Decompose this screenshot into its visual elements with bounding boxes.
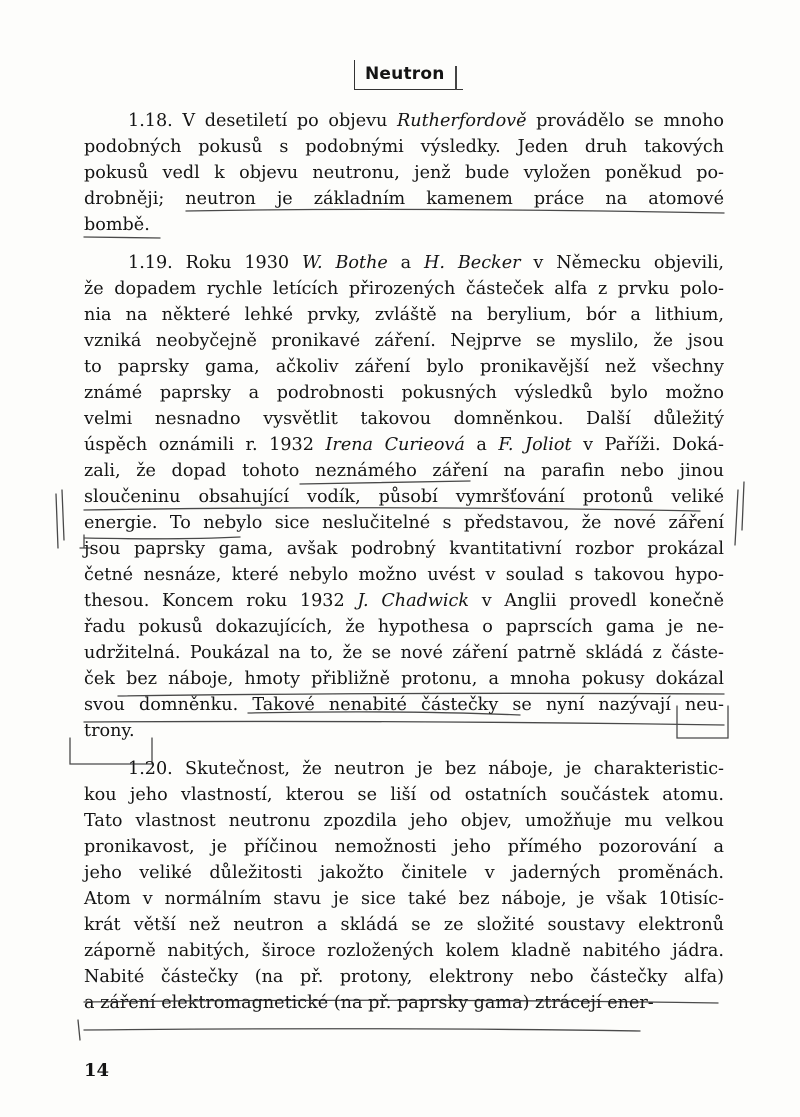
text-segment: úspěch oznámili r. 1932: [84, 435, 326, 455]
text-segment: svou domněnku. Takové nenabité částečky se nyní nazývají neu-: [84, 695, 724, 715]
text-segment: v Anglii provedl konečně: [469, 591, 724, 611]
text-segment: řadu pokusů dokazujících, že hypothesa o paprscích gama je ne-: [84, 617, 724, 637]
text-segment: nia na některé lehké prvky, zvláště na berylium, bór a lithium,: [84, 305, 724, 325]
text-line: [84, 886, 724, 912]
text-segment: známé paprsky a podrobnosti pokusných výsledků bylo možno: [84, 383, 724, 403]
text-segment: pokusů vedl k objevu neutronu, jenž bude vyložen poněkud po-: [84, 163, 724, 183]
italic-name: J. Chadwick: [357, 591, 470, 611]
text-line: [84, 756, 724, 782]
text-segment: vzniká neobyčejně pronikavé záření. Nejprve se myslilo, že jsou: [84, 331, 724, 351]
text-segment: provádělo se mnoho: [526, 111, 724, 131]
text-segment: drobněji; neutron je základním kamenem práce na atomové: [84, 189, 724, 209]
text-segment: a záření elektromagnetické (na př. paprsky gama) ztrácejí ener-: [84, 993, 654, 1013]
underline-mark: [84, 1029, 640, 1031]
text-segment: že dopadem rychle letících přirozených částeček alfa z prvku polo-: [84, 279, 724, 299]
text-segment: krát větší než neutron a skládá se ze složité soustavy elektronů: [84, 915, 724, 935]
text-segment: a: [464, 435, 499, 455]
margin-bar-left: [56, 490, 64, 548]
text-segment: podobných pokusů s podobnými výsledky. Jeden druh takových: [84, 137, 724, 157]
italic-name: Irena Curieová: [325, 435, 465, 455]
text-segment: thesou. Koncem roku 1932: [84, 591, 358, 611]
text-segment: udržitelná. Poukázal na to, že se nové záření patrně skládá z částe-: [84, 643, 724, 663]
text-segment: Atom v normálním stavu je sice také bez náboje, je však 10tisíc-: [84, 889, 724, 909]
italic-name: W. Bothe: [302, 253, 388, 273]
italic-name: F. Joliot: [498, 435, 572, 455]
text-segment: Nabité částečky (na př. protony, elektrony nebo částečky alfa): [84, 967, 724, 987]
paragraph: [84, 756, 724, 1016]
paragraph: [84, 250, 724, 744]
text-line: [84, 808, 724, 834]
text-segment: a: [387, 253, 425, 273]
text-line: [84, 186, 724, 212]
text-line: [84, 666, 724, 692]
text-segment: energie. To nebylo sice neslučitelné s představou, že nové záření: [84, 513, 724, 533]
text-line: [84, 484, 724, 510]
text-segment: sloučeninu obsahující vodík, působí vymršťování protonů veliké: [84, 487, 724, 507]
italic-name: Rutherfordově: [397, 111, 527, 131]
text-line: [84, 614, 724, 640]
text-segment: 1.20. Skutečnost, že neutron je bez náboje, je charakteristic-: [128, 759, 724, 779]
text-line: [84, 108, 724, 134]
text-line: [84, 250, 724, 276]
text-segment: 1.19. Roku 1930: [128, 253, 302, 273]
text-line: [84, 134, 724, 160]
text-line: [84, 990, 724, 1016]
text-line: [84, 718, 724, 744]
text-line: [84, 160, 724, 186]
text-segment: záporně nabitých, široce rozložených kolem kladně nabitého jádra.: [84, 941, 724, 961]
text-line: [84, 354, 724, 380]
text-line: [84, 380, 724, 406]
section-heading-text: Neutron: [365, 64, 445, 84]
text-line: [84, 912, 724, 938]
text-line: [84, 588, 724, 614]
pencil-mark: [455, 66, 457, 90]
paragraph: [84, 108, 724, 238]
text-line: [84, 536, 724, 562]
text-line: [84, 640, 724, 666]
text-segment: jeho veliké důležitosti jakožto činitele v jaderných proměnách.: [84, 863, 724, 883]
text-segment: kou jeho vlastností, kterou se liší od ostatních součástek atomu.: [84, 785, 724, 805]
text-segment: v Německu objevili,: [520, 253, 724, 273]
text-segment: ček bez náboje, hmoty přibližně protonu, a mnoha pokusy dokázal: [84, 669, 724, 689]
text-segment: 1.18. V desetiletí po objevu: [128, 111, 398, 131]
margin-bar-right: [735, 482, 744, 545]
text-line: [84, 782, 724, 808]
section-heading: [354, 60, 463, 90]
text-line: [84, 510, 724, 536]
margin-bar-left: [78, 1020, 80, 1040]
text-line: [84, 692, 724, 718]
text-segment: bombě.: [84, 215, 150, 235]
text-segment: Tato vlastnost neutronu zpozdila jeho objev, umožňuje mu velkou: [84, 811, 724, 831]
text-line: [84, 964, 724, 990]
text-line: [84, 276, 724, 302]
text-segment: trony.: [84, 721, 135, 741]
body-text: [84, 108, 724, 1028]
text-segment: pronikavost, je příčinou nemožnosti jeho přímého pozorování a: [84, 837, 724, 857]
page-number: 14: [84, 1060, 110, 1081]
italic-name: H. Becker: [424, 253, 521, 273]
text-segment: četné nesnáze, které nebylo možno uvést v soulad s takovou hypo-: [84, 565, 724, 585]
text-segment: zali, že dopad tohoto neznámého záření na parafin nebo jinou: [84, 461, 724, 481]
text-segment: jsou paprsky gama, avšak podrobný kvantitativní rozbor prokázal: [84, 539, 724, 559]
text-segment: velmi nesnadno vysvětlit takovou domněnkou. Další důležitý: [84, 409, 724, 429]
text-line: [84, 302, 724, 328]
text-line: [84, 834, 724, 860]
text-line: [84, 406, 724, 432]
text-segment: to paprsky gama, ačkoliv záření bylo pronikavější než všechny: [84, 357, 724, 377]
text-line: [84, 458, 724, 484]
text-line: [84, 212, 724, 238]
text-line: [84, 328, 724, 354]
text-line: [84, 860, 724, 886]
text-line: [84, 432, 724, 458]
text-segment: v Paříži. Doká-: [571, 435, 724, 455]
text-line: [84, 562, 724, 588]
text-line: [84, 938, 724, 964]
